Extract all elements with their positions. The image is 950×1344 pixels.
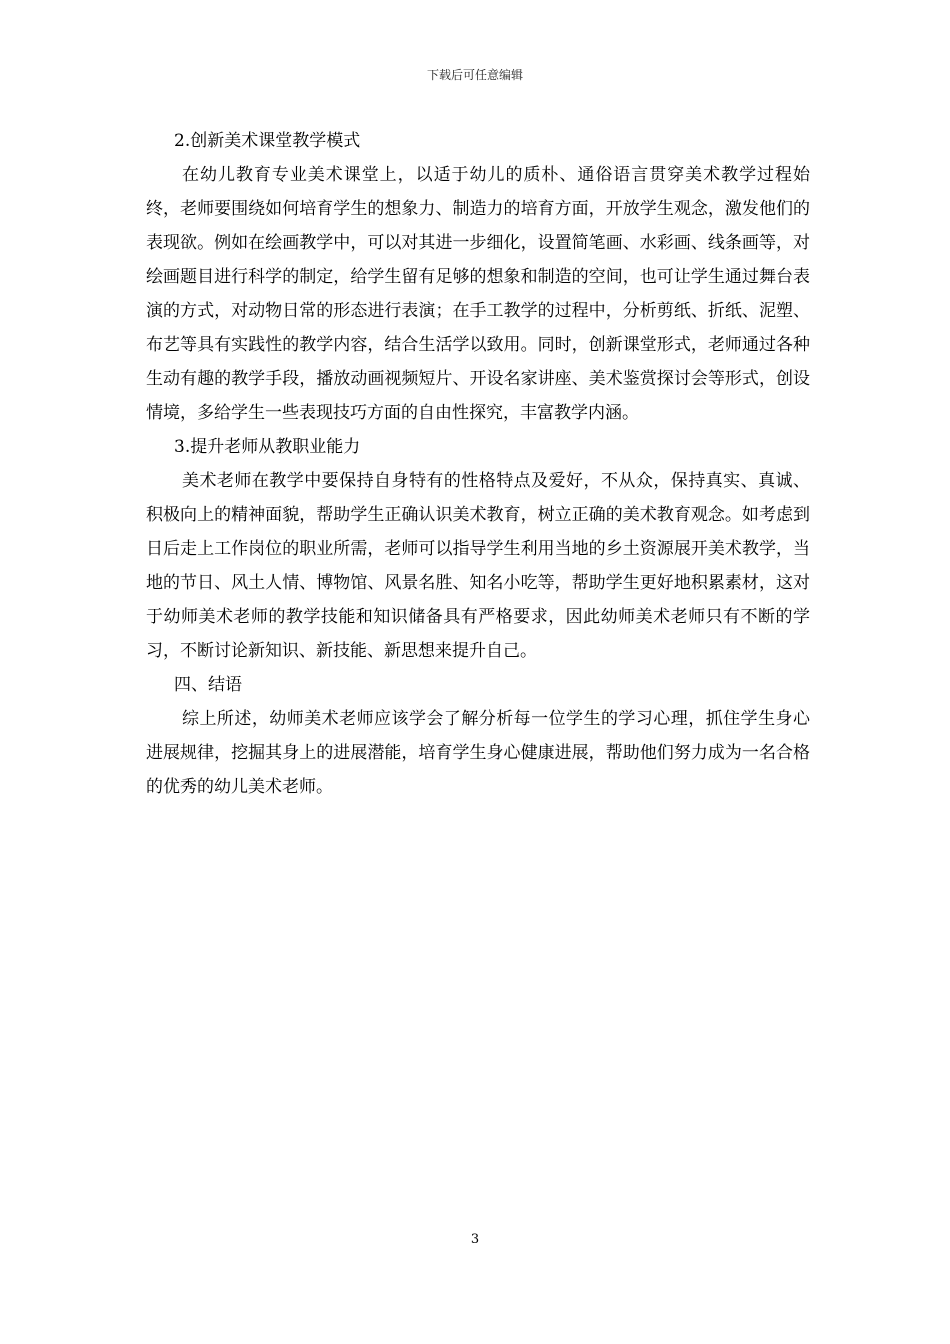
section-heading-conclusion: 四、结语 [174, 675, 242, 695]
section-paragraph-conclusion: 综上所述，幼师美术老师应该学会了解分析每一位学生的学习心理，抓住学生身心进展规律，挖掘其身上的进展潜能，培育学生身心健康进展，帮助他们努力成为一名合格的优秀的幼儿美术老师。 [146, 709, 810, 797]
section-paragraph-teacher-ability: 美术老师在教学中要保持自身特有的性格特点及爱好，不从众，保持真实、真诚、积极向上的精神面貌，帮助学生正确认识美术教育，树立正确的美术教育观念。如考虑到日后走上工作岗位的职业所需，老师可以指导学生利用当地的乡土资源展开美术教学，当地的节日、风土人情、博物馆、风景名胜、知名小吃等，帮助学生更好地积累素材，这对于幼师美术老师的教学技能和知识储备具有严格要求，因此幼师美术老师只有不断的学习，不断讨论新知识、新技能、新思想来提升自己。 [146, 471, 810, 661]
section-paragraph-innovate-teaching: 在幼儿教育专业美术课堂上，以适于幼儿的质朴、通俗语言贯穿美术教学过程始终，老师要围绕如何培育学生的想象力、制造力的培育方面，开放学生观念，激发他们的表现欲。例如在绘画教学中，可以对其进一步细化，设置简笔画、水彩画、线条画等，对绘画题目进行科学的制定，给学生留有足够的想象和制造的空间，也可让学生通过舞台表演的方式，对动物日常的形态进行表演；在手工教学的过程中，分析剪纸、折纸、泥塑、布艺等具有实践性的教学内容，结合生活学以致用。同时，创新课堂形式，老师通过各种生动有趣的教学手段，播放动画视频短片、开设名家讲座、美术鉴赏探讨会等形式，创设情境，多给学生一些表现技巧方面的自由性探究，丰富教学内涵。 [146, 165, 810, 423]
section-heading-innovate-teaching: 2.创新美术课堂教学模式 [174, 131, 361, 151]
section-heading-teacher-ability: 3.提升老师从教职业能力 [174, 437, 361, 457]
page-number: 3 [470, 1232, 480, 1247]
document-body [146, 124, 810, 804]
page-header: 下载后可任意编辑 [426, 68, 523, 82]
